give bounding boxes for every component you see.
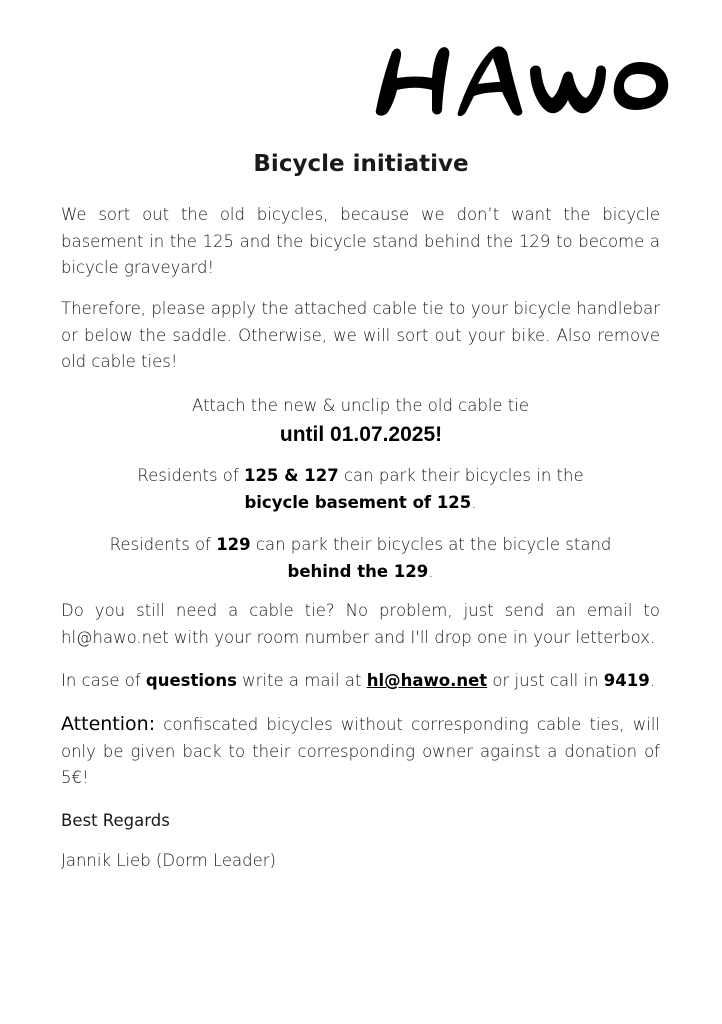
residents1-prefix: Residents of [137,466,244,485]
signature: Jannik Lieb (Dorm Leader) [61,851,276,870]
attention-text: confiscated bicycles without corresponding cable ties, will only be given back to their corresponding owner against a donation of 5€! [61,715,660,787]
residents2-suffix: . [428,561,434,581]
residents1-numbers: 125 & 127 [243,466,339,485]
email-link[interactable]: hl@hawo.net [366,671,488,690]
residents2-location: behind the 129 [287,561,429,581]
attention-label: Attention: [61,713,156,735]
residents1-location: bicycle basement of 125 [244,492,472,512]
residents2-number: 129 [216,535,251,554]
questions-suffix: . [649,671,655,690]
residents-129 [61,532,660,585]
paragraph-instructions: Therefore, please apply the attached cable tie to your bicycle handlebar or below the saddle. Otherwise, we will sort out your bike. Also remove old cable ties! [61,299,660,371]
residents2-middle: can park their bicycles at the bicycle stand [250,535,612,554]
closing-regards: Best Regards [61,811,170,830]
paragraph-need-cable-tie: Do you still need a cable tie? No problem, just send an email to hl@hawo.net with your room number and I'll drop one in your letterbox. [61,601,660,647]
phone-number: 9419 [603,671,650,690]
deadline: until 01.07.2025! [279,423,443,446]
logo-letter-w [530,66,606,114]
questions-middle2: or just call in [487,671,604,690]
logo-letter-h [376,47,450,116]
questions-middle: write a mail at [236,671,367,690]
logo-letter-a [458,46,523,116]
paragraph-questions [61,668,660,695]
residents1-middle: can park their bicycles in the [338,466,584,485]
attach-instruction: Attach the new & unclip the old cable tie [191,396,530,415]
logo-letter-o [614,62,669,110]
paragraph-intro: We sort out the old bicycles, because we don’t want the bicycle basement in the 125 and the bicycle stand behind the 129 to become a bicycle graveyard! [61,205,660,277]
residents2-prefix: Residents of [109,535,217,554]
residents1-suffix: . [471,492,477,512]
page-title: Bicycle initiative [253,151,469,177]
hawo-logo [370,40,670,118]
questions-word: questions [145,671,237,690]
paragraph-attention [61,711,660,792]
residents-125-127 [61,463,660,516]
questions-prefix: In case of [61,671,146,690]
